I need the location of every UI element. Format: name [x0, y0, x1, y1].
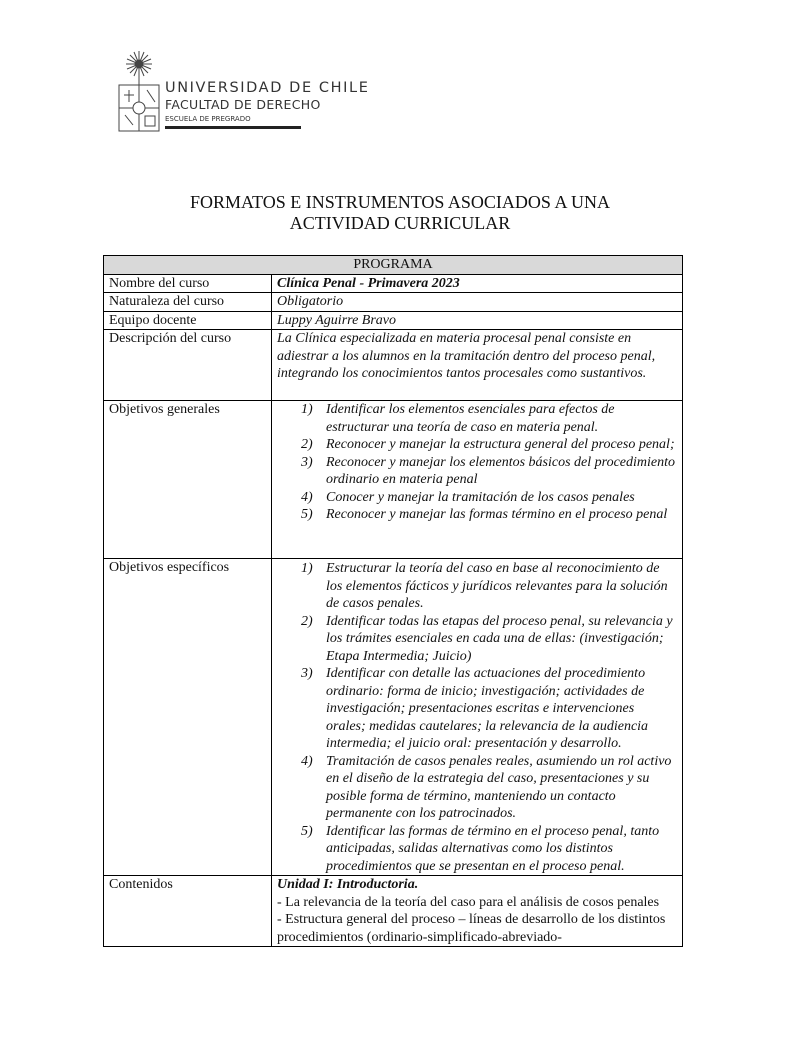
item-text: Estructurar la teoría del caso en base al reconocimiento de los elementos fácticos y jurídicos relevantes para la solución de casos penales. [326, 561, 668, 611]
objective-item [277, 506, 677, 524]
table-row [104, 876, 683, 947]
unit-title: Unidad I: Introductoria. [277, 877, 419, 892]
title-line: ACTIVIDAD CURRICULAR [289, 213, 511, 233]
table-row [104, 293, 683, 312]
row-label: Contenidos [104, 876, 272, 947]
objective-item [277, 753, 677, 823]
specific-objectives [272, 559, 683, 876]
school-name: ESCUELA DE PREGRADO [165, 115, 251, 123]
objective-item [277, 823, 677, 876]
general-objectives [272, 401, 683, 559]
row-label: Nombre del curso [104, 274, 272, 293]
row-label: Equipo docente [104, 311, 272, 330]
item-text: Identificar las formas de término en el proceso penal, tanto anticipadas, salidas alternativas como los distintos procedimientos que se presentan en el proceso penal. [326, 823, 660, 874]
contents [272, 876, 683, 947]
item-number: 5) [301, 823, 313, 839]
table-row [104, 559, 683, 876]
course-nature: Obligatorio [272, 293, 683, 312]
teaching-team: Luppy Aguirre Bravo [272, 311, 683, 330]
objective-item [277, 560, 677, 613]
faculty-name: FACULTAD DE DERECHO [165, 97, 321, 112]
objective-item [277, 436, 677, 454]
item-number: 3) [301, 454, 313, 470]
row-label: Objetivos generales [104, 401, 272, 559]
item-text: Conocer y manejar la tramitación de los casos penales [326, 489, 635, 505]
item-text: Reconocer y manejar las formas término en el proceso penal [326, 507, 668, 522]
item-text: Identificar con detalle las actuaciones del procedimiento ordinario: forma de inicio; investigación; actividades de investigación; presentaciones escritas e intervenciones orales; medidas cautelares; la relevancia de la audiencia intermedia; el juicio oral: presentación y desarrollo. [326, 666, 649, 751]
objective-item [277, 665, 677, 753]
content-line: - La relevancia de la teoría del caso para el análisis de cosos penales [277, 894, 660, 910]
table-row [104, 274, 683, 293]
item-number: 4) [301, 489, 313, 505]
item-number: 5) [301, 507, 313, 522]
item-text: Reconocer y manejar la estructura general del proceso penal; [326, 437, 675, 452]
table-row [104, 311, 683, 330]
item-number: 1) [301, 561, 313, 576]
item-number: 3) [301, 666, 313, 681]
objective-item [277, 401, 677, 436]
course-name: Clínica Penal - Primavera 2023 [272, 274, 683, 293]
header-rule [165, 126, 301, 129]
content-line: - Estructura general del proceso – líneas de desarrollo de los distintos procedimientos (ordinario-simplificado-abreviado- [277, 912, 666, 945]
objective-item [277, 454, 677, 489]
objective-item [277, 613, 677, 666]
institution-header [165, 80, 369, 125]
table-header: PROGRAMA [104, 256, 683, 275]
row-label: Objetivos específicos [104, 559, 272, 876]
title-line: FORMATOS E INSTRUMENTOS ASOCIADOS A UNA [190, 192, 610, 212]
program-table [103, 255, 683, 947]
item-number: 2) [301, 437, 313, 452]
table-row [104, 401, 683, 559]
item-text: Identificar todas las etapas del proceso penal, su relevancia y los trámites esenciales en cada una de ellas: (investigación; Etapa Intermedia; Juicio) [326, 613, 673, 664]
table-row [104, 330, 683, 401]
page-title [100, 192, 700, 234]
item-text: Tramitación de casos penales reales, asumiendo un rol activo en el diseño de la estrategia del caso, presentaciones y su posible forma de término, manteniendo un contacto permanente con los patrocinados. [326, 753, 672, 821]
item-number: 1) [301, 402, 313, 417]
university-name: UNIVERSIDAD DE CHILE [165, 80, 370, 96]
row-label: Descripción del curso [104, 330, 272, 401]
item-text: Identificar los elementos esenciales para efectos de estructurar una teoría de caso en materia penal. [326, 402, 615, 435]
item-text: Reconocer y manejar los elementos básicos del procedimiento ordinario en materia penal [326, 454, 676, 487]
item-number: 4) [301, 753, 313, 769]
objective-item [277, 489, 677, 507]
row-label: Naturaleza del curso [104, 293, 272, 312]
item-number: 2) [301, 613, 313, 629]
course-description: La Clínica especializada en materia procesal penal consiste en adiestrar a los alumnos en la tramitación dentro del proceso penal, integrando los conocimientos tantos procesales como sustantivos. [272, 330, 683, 401]
